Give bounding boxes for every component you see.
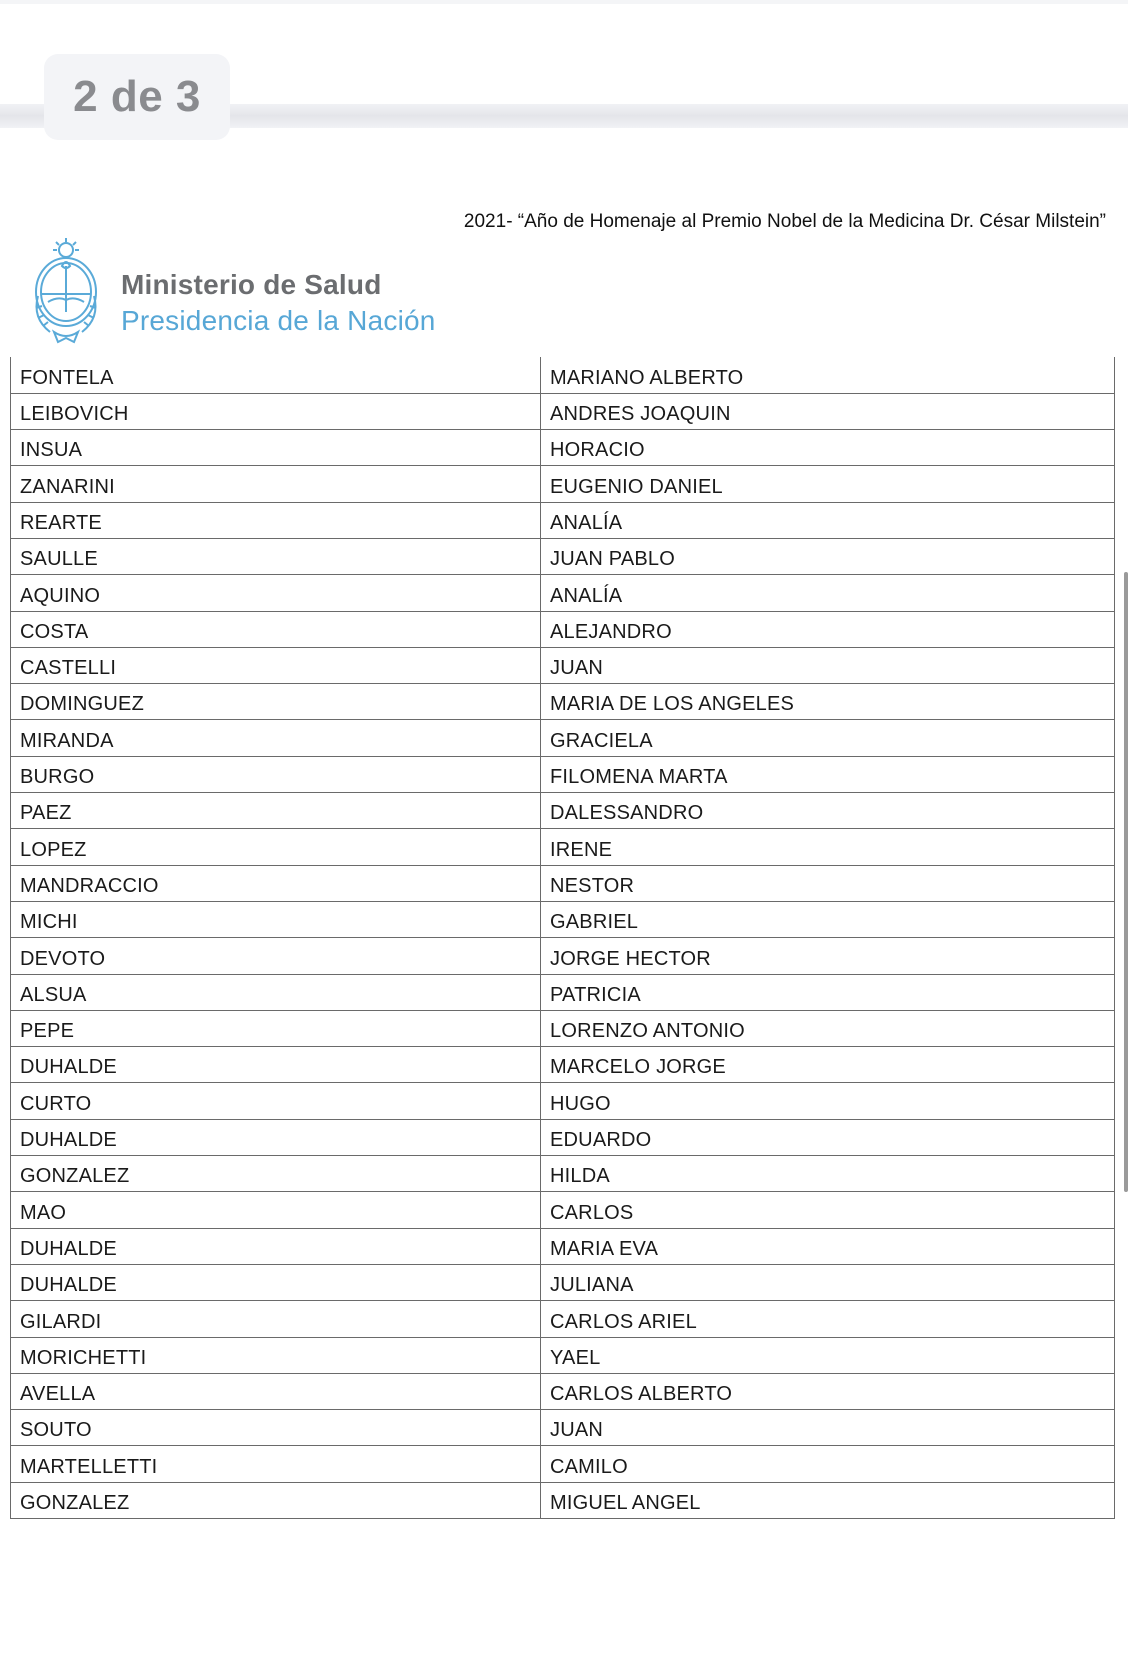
table-row: [11, 720, 1115, 756]
table-row: [11, 1264, 1115, 1300]
surname-cell: PAEZ: [11, 793, 541, 829]
table-row: [11, 974, 1115, 1010]
names-table-body: [11, 357, 1115, 1519]
given-name-cell: EUGENIO DANIEL: [541, 466, 1115, 502]
table-row: [11, 1337, 1115, 1373]
table-row: [11, 756, 1115, 792]
surname-cell: GONZALEZ: [11, 1482, 541, 1518]
given-name-cell: MARIA EVA: [541, 1228, 1115, 1264]
surname-cell: MAO: [11, 1192, 541, 1228]
surname-cell: AVELLA: [11, 1373, 541, 1409]
given-name-cell: MARCELO JORGE: [541, 1047, 1115, 1083]
top-edge: [0, 0, 1128, 4]
given-name-cell: PATRICIA: [541, 974, 1115, 1010]
ministry-subtitle: Presidencia de la Nación: [121, 304, 436, 336]
given-name-cell: MARIA DE LOS ANGELES: [541, 684, 1115, 720]
surname-cell: GILARDI: [11, 1301, 541, 1337]
surname-cell: DUHALDE: [11, 1119, 541, 1155]
given-name-cell: NESTOR: [541, 865, 1115, 901]
table-row: [11, 1446, 1115, 1482]
given-name-cell: CARLOS ARIEL: [541, 1301, 1115, 1337]
surname-cell: DOMINGUEZ: [11, 684, 541, 720]
surname-cell: BURGO: [11, 756, 541, 792]
surname-cell: PEPE: [11, 1010, 541, 1046]
document-motto: 2021- “Año de Homenaje al Premio Nobel de la Medicina Dr. César Milstein”: [463, 211, 1106, 232]
given-name-cell: JORGE HECTOR: [541, 938, 1115, 974]
surname-cell: GONZALEZ: [11, 1156, 541, 1192]
surname-cell: CURTO: [11, 1083, 541, 1119]
surname-cell: CASTELLI: [11, 647, 541, 683]
surname-cell: DUHALDE: [11, 1047, 541, 1083]
table-row: [11, 901, 1115, 937]
surname-cell: MARTELLETTI: [11, 1446, 541, 1482]
given-name-cell: JULIANA: [541, 1264, 1115, 1300]
given-name-cell: DALESSANDRO: [541, 793, 1115, 829]
surname-cell: LOPEZ: [11, 829, 541, 865]
surname-cell: LEIBOVICH: [11, 393, 541, 429]
surname-cell: MIRANDA: [11, 720, 541, 756]
table-row: [11, 430, 1115, 466]
given-name-cell: MIGUEL ANGEL: [541, 1482, 1115, 1518]
table-row: [11, 575, 1115, 611]
table-row: [11, 393, 1115, 429]
page-indicator: [44, 54, 230, 140]
given-name-cell: JUAN: [541, 1410, 1115, 1446]
table-row: [11, 865, 1115, 901]
given-name-cell: HUGO: [541, 1083, 1115, 1119]
table-row: [11, 938, 1115, 974]
given-name-cell: HORACIO: [541, 430, 1115, 466]
table-row: [11, 1301, 1115, 1337]
surname-cell: SAULLE: [11, 538, 541, 574]
table-row: [11, 502, 1115, 538]
surname-cell: ALSUA: [11, 974, 541, 1010]
surname-cell: REARTE: [11, 502, 541, 538]
table-row: [11, 1228, 1115, 1264]
given-name-cell: ALEJANDRO: [541, 611, 1115, 647]
given-name-cell: ANALÍA: [541, 575, 1115, 611]
table-row: [11, 684, 1115, 720]
table-row: [11, 1373, 1115, 1409]
table-row: [11, 1192, 1115, 1228]
table-row: [11, 1156, 1115, 1192]
given-name-cell: FILOMENA MARTA: [541, 756, 1115, 792]
surname-cell: DEVOTO: [11, 938, 541, 974]
given-name-cell: JUAN PABLO: [541, 538, 1115, 574]
surname-cell: MORICHETTI: [11, 1337, 541, 1373]
given-name-cell: HILDA: [541, 1156, 1115, 1192]
given-name-cell: CARLOS ALBERTO: [541, 1373, 1115, 1409]
table-row: [11, 1083, 1115, 1119]
ministry-name: Ministerio de Salud: [121, 269, 382, 300]
surname-cell: AQUINO: [11, 575, 541, 611]
table-row: [11, 538, 1115, 574]
table-row: [11, 1410, 1115, 1446]
surname-cell: ZANARINI: [11, 466, 541, 502]
given-name-cell: GRACIELA: [541, 720, 1115, 756]
ministry-logo-text: [121, 268, 436, 337]
table-row: [11, 357, 1115, 393]
given-name-cell: JUAN: [541, 647, 1115, 683]
table-row: [11, 611, 1115, 647]
surname-cell: COSTA: [11, 611, 541, 647]
surname-cell: MICHI: [11, 901, 541, 937]
table-row: [11, 1119, 1115, 1155]
given-name-cell: IRENE: [541, 829, 1115, 865]
table-row: [11, 647, 1115, 683]
names-table: [10, 357, 1114, 1519]
given-name-cell: ANALÍA: [541, 502, 1115, 538]
table-row: [11, 829, 1115, 865]
table-row: [11, 466, 1115, 502]
table-row: [11, 1047, 1115, 1083]
given-name-cell: GABRIEL: [541, 901, 1115, 937]
given-name-cell: CAMILO: [541, 1446, 1115, 1482]
surname-cell: FONTELA: [11, 357, 541, 393]
surname-cell: SOUTO: [11, 1410, 541, 1446]
surname-cell: INSUA: [11, 430, 541, 466]
table-row: [11, 793, 1115, 829]
given-name-cell: EDUARDO: [541, 1119, 1115, 1155]
given-name-cell: MARIANO ALBERTO: [541, 357, 1115, 393]
given-name-cell: YAEL: [541, 1337, 1115, 1373]
surname-cell: DUHALDE: [11, 1264, 541, 1300]
given-name-cell: CARLOS: [541, 1192, 1115, 1228]
page-indicator-label: 2 de 3: [73, 72, 201, 121]
surname-cell: DUHALDE: [11, 1228, 541, 1264]
argentina-coat-of-arms-icon: [26, 236, 106, 356]
table-row: [11, 1010, 1115, 1046]
table-row: [11, 1482, 1115, 1518]
given-name-cell: ANDRES JOAQUIN: [541, 393, 1115, 429]
given-name-cell: LORENZO ANTONIO: [541, 1010, 1115, 1046]
surname-cell: MANDRACCIO: [11, 865, 541, 901]
scrollbar-thumb[interactable]: [1124, 572, 1128, 1192]
